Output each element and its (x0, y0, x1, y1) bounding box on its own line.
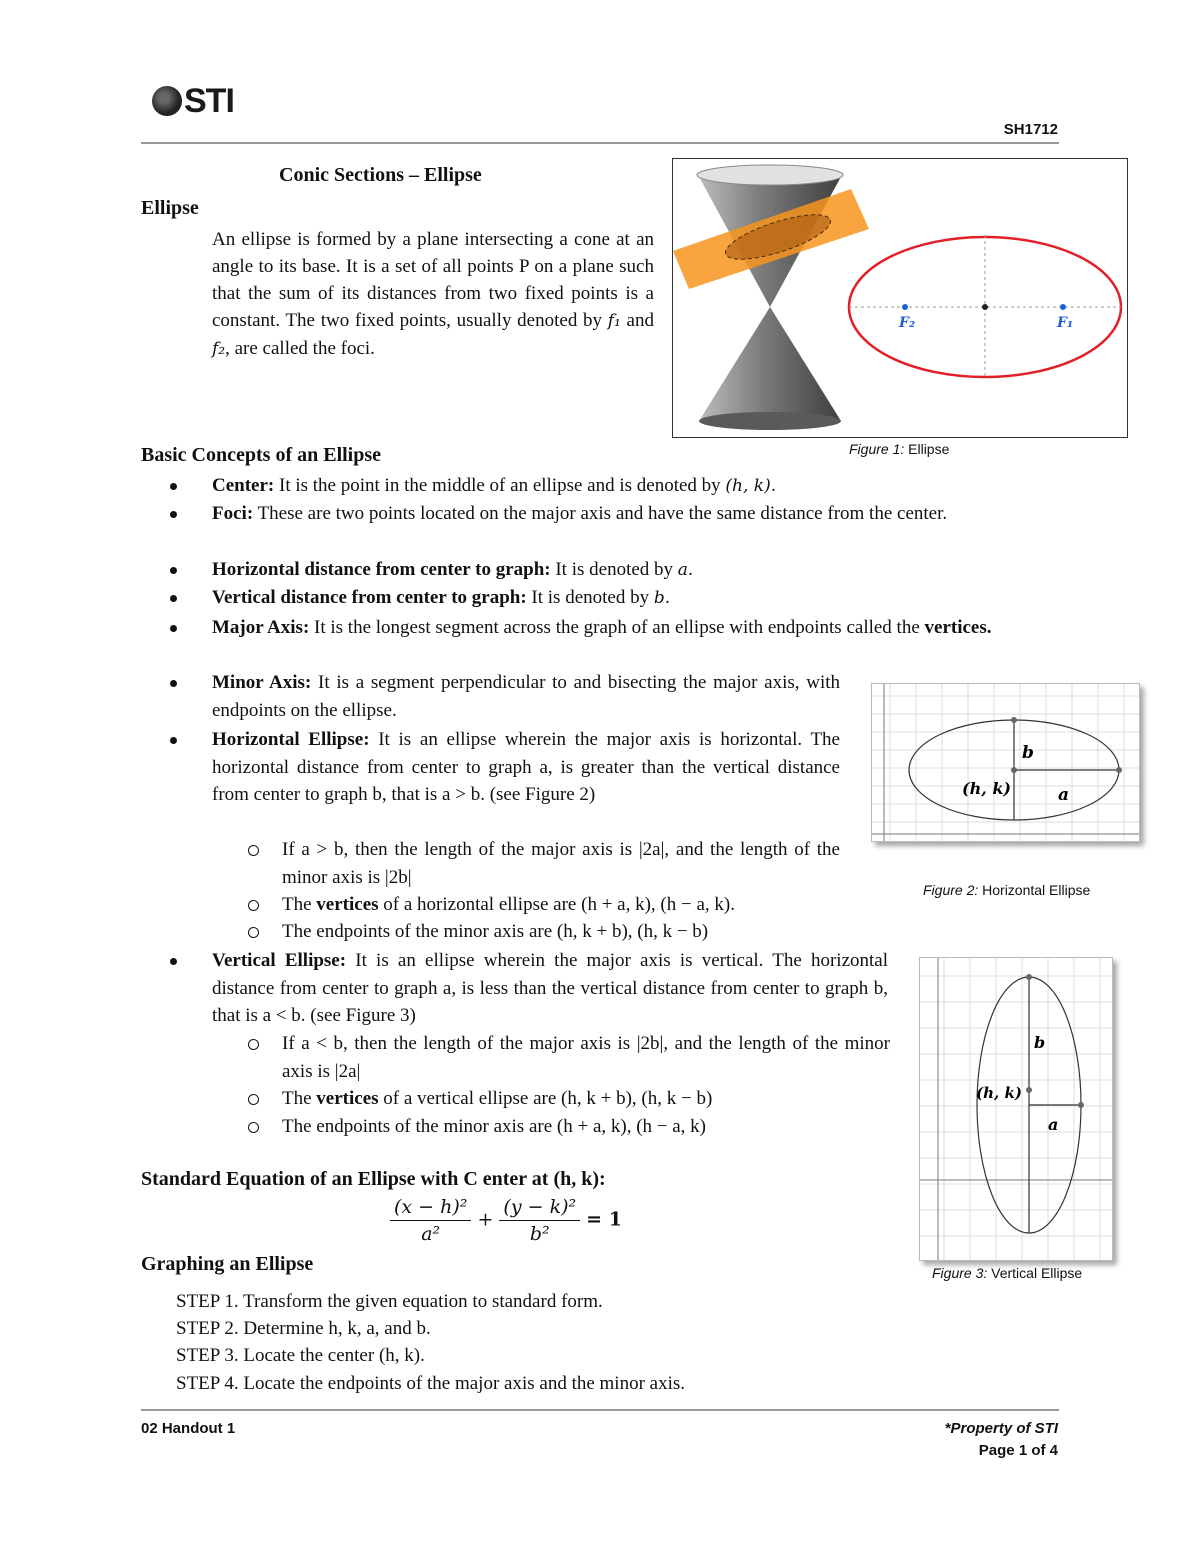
horizontal-sub-1: If a > b, then the length of the major axis is |2a|, and the length of the minor axis is |2b| (248, 836, 840, 891)
bullet-icon (170, 567, 177, 574)
step-4: STEP 4. Locate the endpoints of the major axis and the minor axis. (176, 1373, 686, 1394)
vertex-point (1116, 767, 1122, 773)
bullet-icon (170, 680, 177, 687)
bullet-icon (170, 625, 177, 632)
figure-3-caption: Figure 3: Vertical Ellipse (932, 1265, 1083, 1281)
sub-bullet-icon (248, 1039, 259, 1050)
bullet-icon (170, 737, 177, 744)
bullet-vertical-ellipse: Vertical Ellipse: It is an ellipse wherein the major axis is vertical. The horizontal distance from center to graph a, is less than the vertical distance from center to graph b, that is a < b. (see Figure 3) (170, 947, 888, 1030)
label-a: a (1048, 1115, 1059, 1134)
center-point (1011, 767, 1017, 773)
bullet-icon (170, 595, 177, 602)
figure-3 (919, 957, 1113, 1261)
focus-2-label: F₂ (899, 315, 916, 331)
co-vertex-point (1011, 717, 1017, 723)
standard-equation: $\frac{\text{(x − h)²}}{\text{a²}}$ + $\frac{\text{(y − k)²}}{\text{b²}}$ = 1 (390, 1196, 622, 1245)
focus-1-label: F₁ (1057, 315, 1074, 331)
horizontal-sub-3: The endpoints of the minor axis are (h, k + b), (h, k − b) (248, 918, 888, 946)
sub-bullet-icon (248, 1094, 259, 1105)
bullet-horizontal-distance: Horizontal distance from center to graph: It is denoted by a. (170, 556, 1060, 585)
footer-property: *Property of STI (944, 1420, 1058, 1437)
grid (920, 958, 1112, 1260)
bullet-icon (170, 958, 177, 965)
step-3: STEP 3. Locate the center (h, k). (176, 1345, 425, 1366)
graphing-heading: Graphing an Ellipse (141, 1253, 314, 1275)
label-b: b (1022, 743, 1034, 763)
vertical-sub-1: If a < b, then the length of the major axis is |2b|, and the length of the minor axis is |2a| (248, 1030, 890, 1085)
page-title: Conic Sections – Ellipse (279, 164, 482, 186)
step-2: STEP 2. Determine h, k, a, and b. (176, 1318, 431, 1339)
standard-equation-heading: Standard Equation of an Ellipse with C enter at (h, k): (141, 1168, 606, 1190)
ellipse-definition: An ellipse is formed by a plane intersecting a cone at an angle to its base. It is a set of all points P on a plane such that the sum of its distances from two fixed points is a constant. The two fixed points, usually denoted by f₁ and f₂, are called the foci. (212, 229, 654, 359)
figure-2 (871, 683, 1140, 842)
grid (872, 684, 1139, 841)
bullet-center: Center: It is the point in the middle of an ellipse and is denoted by (h, k). (170, 472, 1060, 501)
focus-1-point (1060, 304, 1066, 310)
label-a: a (1058, 785, 1070, 805)
bullet-foci: Foci: These are two points located on the major axis and have the same distance from the center. (170, 500, 1060, 528)
sub-bullet-icon (248, 927, 259, 938)
label-center: (h, k) (962, 779, 1011, 798)
vertical-sub-2: The vertices of a vertical ellipse are (h, k + b), (h, k − b) (248, 1085, 890, 1113)
document-code: SH1712 (1003, 121, 1058, 138)
cone-ellipse-illustration (673, 159, 1127, 437)
footer-handout: 02 Handout 1 (141, 1420, 236, 1437)
fraction-y: $\frac{\text{(y − k)²}}{\text{b²}}$ (499, 1196, 580, 1245)
bullet-icon (170, 511, 177, 518)
sti-logo: STI (152, 82, 234, 121)
co-vertex-point (1078, 1102, 1084, 1108)
cone-top-rim (697, 165, 843, 185)
horizontal-ellipse-graph (872, 684, 1139, 841)
focus-2-point (902, 304, 908, 310)
cone-bottom-rim (699, 412, 841, 430)
basic-concepts-heading: Basic Concepts of an Ellipse (141, 444, 382, 466)
lower-cone (699, 307, 841, 421)
figure-1-caption: Figure 1: Ellipse (849, 441, 950, 457)
horizontal-sub-2: The vertices of a horizontal ellipse are (h + a, k), (h − a, k). (248, 891, 888, 919)
bullet-major-axis: Major Axis: It is the longest segment across the graph of an ellipse with endpoints called the vertices. (170, 614, 1060, 642)
header-rule (141, 142, 1059, 144)
label-center: (h, k) (976, 1084, 1022, 1102)
vertical-sub-3: The endpoints of the minor axis are (h + a, k), (h − a, k) (248, 1113, 890, 1141)
step-1: STEP 1. Transform the given equation to standard form. (176, 1291, 603, 1312)
sub-bullet-icon (248, 900, 259, 911)
bullet-icon (170, 483, 177, 490)
sub-bullet-icon (248, 845, 259, 856)
page-number: Page 1 of 4 (978, 1442, 1058, 1459)
ellipse-heading: Ellipse (141, 197, 199, 219)
vertex-point (1026, 974, 1032, 980)
sub-bullet-icon (248, 1122, 259, 1133)
center-point (1026, 1087, 1032, 1093)
label-b: b (1034, 1033, 1046, 1052)
vertical-ellipse-graph (920, 958, 1112, 1260)
figure-1 (672, 158, 1128, 438)
bullet-minor-axis: Minor Axis: It is a segment perpendicular to and bisecting the major axis, with endpoints on the ellipse. (170, 669, 840, 724)
footer-rule (141, 1409, 1059, 1411)
figure-2-caption: Figure 2: Horizontal Ellipse (923, 882, 1091, 898)
fraction-x: $\frac{\text{(x − h)²}}{\text{a²}}$ (390, 1196, 471, 1245)
center-point (982, 304, 988, 310)
bullet-horizontal-ellipse: Horizontal Ellipse: It is an ellipse wherein the major axis is horizontal. The horizontal distance from center to graph a, is greater than the vertical distance from center to graph b, that is a > b. (see Figure 2) (170, 726, 840, 809)
bullet-vertical-distance: Vertical distance from center to graph: It is denoted by b. (170, 584, 1060, 613)
globe-icon (152, 86, 182, 116)
